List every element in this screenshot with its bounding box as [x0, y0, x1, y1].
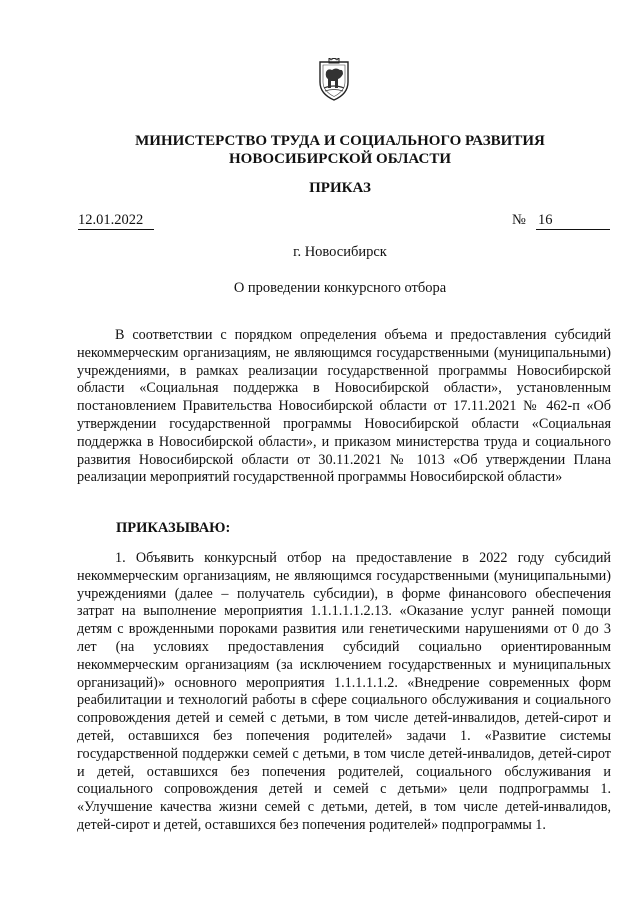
city: г. Новосибирск: [293, 244, 387, 260]
coat-of-arms-icon: [314, 58, 354, 102]
ministry-name-line1: МИНИСТЕРСТВО ТРУДА И СОЦИАЛЬНОГО РАЗВИТИЯ: [135, 133, 545, 149]
order-title: ПРИКАЗ: [309, 180, 371, 196]
order-number-label: №: [512, 212, 526, 228]
preamble-paragraph: В соответствии с порядком определения объема и предоставления субсидий некоммерческим организациям, не являющимся государственными (муниципальными) учреждениями, в рамках реализации государственной программы Новосибирской области «Социальная поддержка в Новосибирской области», установленным постановлением Правительства Новосибирской области от 17.11.2021 № 462-п «Об утверждении государственной программы Новосибирской области «Социальная поддержка в Новосибирской области», и приказом министерства труда и социального развития Новосибирской области от 30.11.2021 № 1013 «Об утверждении Плана реализации мероприятий государственной программы Новосибирской области»: [77, 327, 611, 486]
ministry-name: [60, 132, 620, 168]
decree-heading: ПРИКАЗЫВАЮ:: [116, 520, 231, 536]
order-item-1: 1. Объявить конкурсный отбор на предоставление в 2022 году субсидий некоммерческим организациям, не являющимся государственными (муниципальными) учреждениями (далее – получатель субсидии), в форме финансового обеспечения затрат на выполнение мероприятия 1.1.1.1.1.2.13. «Оказание услуг ранней помощи детям с врожденными пороками развития или генетическими нарушениями от 0 до 3 лет (на условиях предоставления субсидий социально ориентированным некоммерческим организациям (за исключением государственных и муниципальных организаций)» основного мероприятия 1.1.1.1.1.2. «Внедрение современных форм реабилитации и технологий работы в сфере социального обслуживания и социального сопровождения детей и семей с детьми, в том числе детей-инвалидов, детей-сирот и детей, оставшихся без попечения родителей» задачи 1. «Развитие системы государственной поддержки семей с детьми, в том числе детей-инвалидов, детей-сирот и детей, оставшихся без попечения родителей, социального обслуживания и социального сопровождения детей и семей с детьми» цели подпрограммы 1. «Улучшение качества жизни семей с детьми, детей, в том числе детей-инвалидов, детей-сирот и детей, оставшихся без попечения родителей» подпрограммы 1.: [77, 550, 611, 833]
ministry-name-line2: НОВОСИБИРСКОЙ ОБЛАСТИ: [228, 151, 452, 167]
order-subject: О проведении конкурсного отбора: [233, 280, 447, 296]
order-number: 16: [536, 212, 610, 230]
order-date: 12.01.2022: [78, 212, 154, 230]
